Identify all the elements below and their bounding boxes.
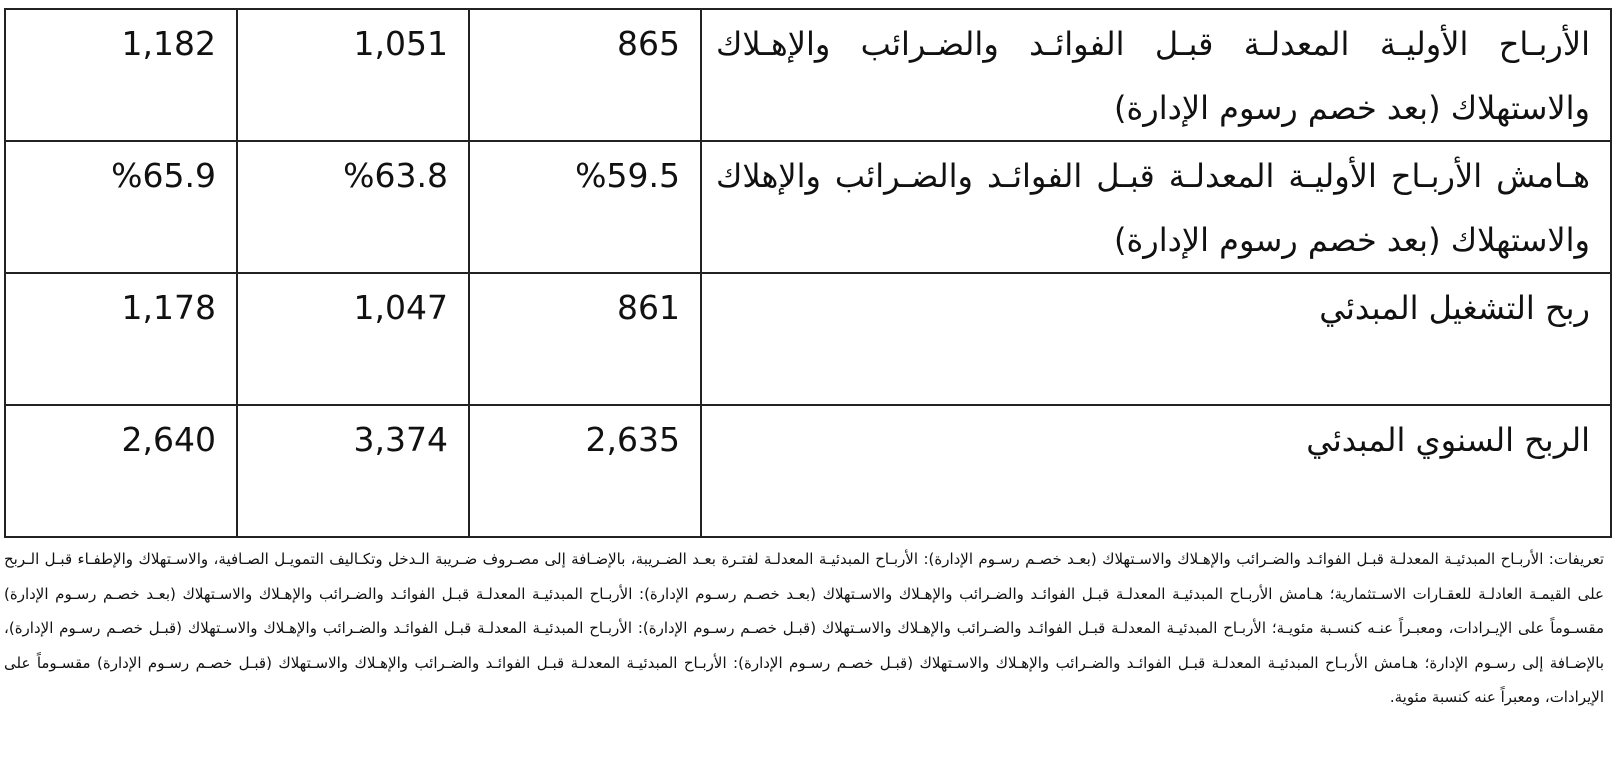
cell-value-2: 1,051 — [237, 9, 469, 141]
row-label: هـامش الأربـاح الأوليـة المعدلـة قبـل الفوائـد والضـرائب والإهلاك والاستهلاك (بعد خصم رسوم الإدارة) — [701, 141, 1611, 273]
cell-value-1: 2,635 — [469, 405, 701, 537]
cell-value-1: 861 — [469, 273, 701, 405]
cell-value-3: 1,182 — [5, 9, 237, 141]
cell-value-3: %65.9 — [5, 141, 237, 273]
row-label: الربح السنوي المبدئي — [701, 405, 1611, 537]
cell-value-3: 2,640 — [5, 405, 237, 537]
cell-value-1: %59.5 — [469, 141, 701, 273]
table-row — [5, 273, 1611, 405]
row-label: ربح التشغيل المبدئي — [701, 273, 1611, 405]
table-row — [5, 141, 1611, 273]
cell-value-3: 1,178 — [5, 273, 237, 405]
financial-table — [4, 8, 1612, 538]
cell-value-2: 1,047 — [237, 273, 469, 405]
cell-value-2: 3,374 — [237, 405, 469, 537]
table-row — [5, 405, 1611, 537]
cell-value-1: 865 — [469, 9, 701, 141]
table-row — [5, 9, 1611, 141]
row-label: الأربـاح الأوليـة المعدلـة قبـل الفوائـد والضـرائب والإهـلاك والاستهلاك (بعد خصم رسوم الإدارة) — [701, 9, 1611, 141]
cell-value-2: %63.8 — [237, 141, 469, 273]
definitions-footnote: تعريفات: الأربـاح المبدئيـة المعدلـة قبـل الفوائـد والضـرائب والإهـلاك والاسـتهلاك (بعـد خصـم رسـوم الإدارة): الأربـاح المبدئيـة المعدلـة لفتـرة بعـد الضـريبة، بالإضـافة إلى مصـروف ضـريبة الـدخل وتكـاليف التمويـل الصـافية، والاسـتهلاك والإطفـاء قبـل الـربح على القيمـة العادلـة للعقـارات الاسـتثمارية؛ هـامش الأربـاح المبدئيـة المعدلـة قبـل الفوائـد والضـرائب والإهـلاك والاسـتهلاك (بعـد خصـم رسـوم الإدارة): الأربـاح المبدئيـة المعدلـة قبـل الفوائـد والضـرائب والإهـلاك والاسـتهلاك (بعـد خصـم رسـوم الإدارة) مقسـوماً على الإيـرادات، ومعبـراً عنـه كنسـبة مئويـة؛ الأربـاح المبدئيـة المعدلـة قبـل الفوائـد والضـرائب والإهـلاك والاسـتهلاك (قبـل خصـم رسـوم الإدارة): الأربـاح المبدئيـة المعدلـة قبـل الفوائـد والضـرائب والإهـلاك والاسـتهلاك (قبـل خصـم رسـوم الإدارة)، بالإضـافة إلى رسـوم الإدارة؛ هـامش الأربـاح المبدئيـة المعدلـة قبـل الفوائـد والضـرائب والإهـلاك والاسـتهلاك (قبـل خصـم رسـوم الإدارة): الأربـاح المبدئيـة المعدلـة قبـل الفوائـد والضـرائب والإهـلاك والاسـتهلاك (قبـل خصـم رسـوم الإدارة) مقسـوماً على الإيرادات، ومعبراً عنه كنسبة مئوية. — [4, 550, 1604, 706]
